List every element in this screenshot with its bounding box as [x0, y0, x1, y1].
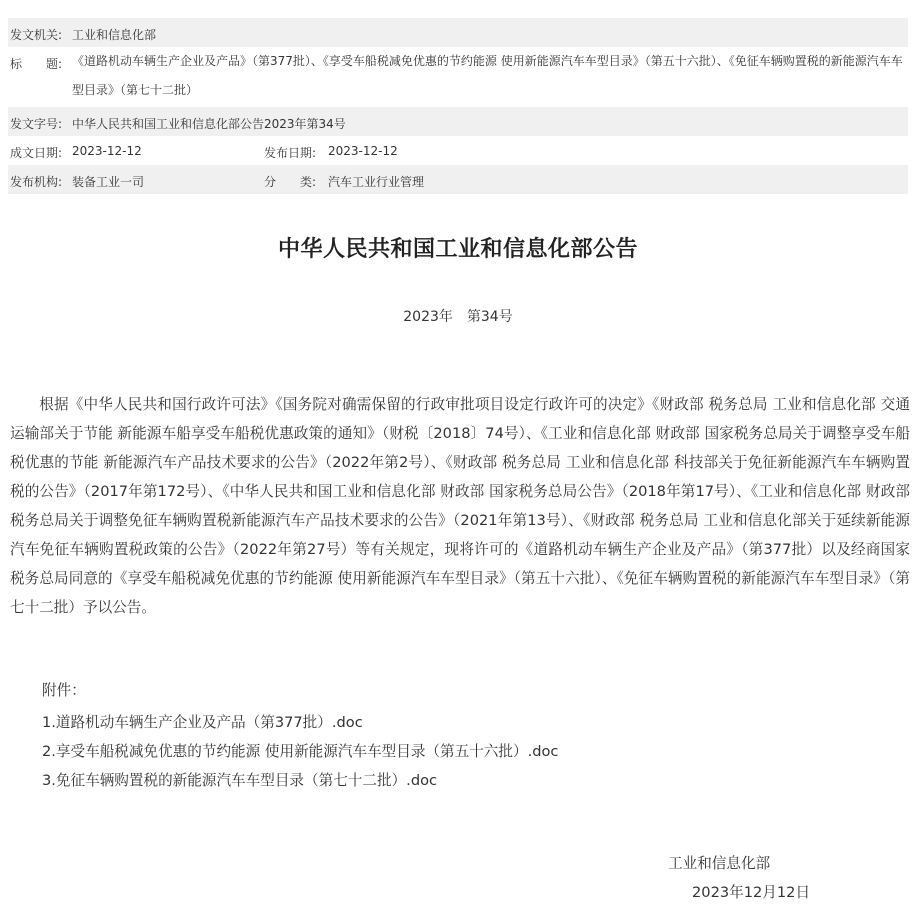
org-value: 装备工业一司: [72, 175, 145, 189]
docno-value: 中华人民共和国工业和信息化部公告2023年第34号: [72, 117, 346, 131]
docno-label: 发文字号:: [10, 117, 63, 131]
meta-row-title: [8, 47, 908, 107]
meta-row-docno: [8, 107, 908, 136]
title-value: 《道路机动车辆生产企业及产品》（第377批）、《享受车船税减免优惠的节约能源 使用新能源汽车车型目录》（第五十六批）、《免征车辆购置税的新能源汽车车型目录》（第七十二批）: [72, 54, 903, 97]
attachment-link-3[interactable]: 3.免征车辆购置税的新能源汽车车型目录（第七十二批）.doc: [42, 772, 438, 789]
category-value: 汽车工业行业管理: [328, 175, 425, 189]
meta-row-org: [8, 165, 908, 194]
meta-row-issuer: [8, 18, 908, 47]
issuer-value: 工业和信息化部: [72, 28, 157, 42]
published-date-label: 发布日期:: [264, 146, 317, 160]
document-title: 中华人民共和国工业和信息化部公告: [277, 237, 638, 262]
category-label: 分 类:: [264, 175, 317, 189]
metadata-table: [8, 18, 908, 194]
created-date-label: 成文日期:: [10, 146, 63, 160]
created-date-value: 2023-12-12: [72, 144, 142, 158]
attachment-link-1[interactable]: 1.道路机动车辆生产企业及产品（第377批）.doc: [42, 714, 363, 731]
title-label: 标 题:: [10, 57, 63, 71]
issuer-label: 发文机关:: [10, 28, 63, 42]
meta-row-dates: [8, 136, 908, 165]
org-label: 发布机构:: [10, 175, 63, 189]
attachments-label: 附件：: [42, 682, 86, 699]
attachment-link-2[interactable]: 2.享受车船税减免优惠的节约能源 使用新能源汽车车型目录（第五十六批）.doc: [42, 743, 559, 760]
signature-org: 工业和信息化部: [668, 855, 771, 872]
document-number: 2023年 第34号: [403, 309, 513, 325]
signature-date: 2023年12月12日: [692, 884, 811, 901]
document-body: 根据《中华人民共和国行政许可法》《国务院对确需保留的行政审批项目设定行政许可的决定》《财政部 税务总局 工业和信息化部 交通运输部关于节能 新能源车船享受车船税优惠政策的通知》（财税〔2018〕74号）、《工业和信息化部 财政部 国家税务总局关于调整享受车船税优惠的节能 新能源汽车产品技术要求的公告》（2022年第2号）、《财政部 税务总局 工业和信息化部 科技部关于免征新能源汽车车辆购置税的公告》（2017年第172号）、《中华人民共和国工业和信息化部 财政部 国家税务总局公告》（2018年第17号）、《工业和信息化部 财政部 税务总局关于调整免征车辆购置税新能源汽车产品技术要求的公告》（2021年第13号）、《财政部 税务总局 工业和信息化部关于延续新能源汽车免征车辆购置税政策的公告》（2022年第27号）等有关规定，现将许可的《道路机动车辆生产企业及产品》（第377批）以及经商国家税务总局同意的《享受车船税减免优惠的节约能源 使用新能源汽车车型目录》（第五十六批）、《免征车辆购置税的新能源汽车车型目录》（第七十二批）予以公告。: [10, 396, 910, 616]
published-date-value: 2023-12-12: [328, 144, 398, 158]
attachments-list: [42, 708, 558, 795]
